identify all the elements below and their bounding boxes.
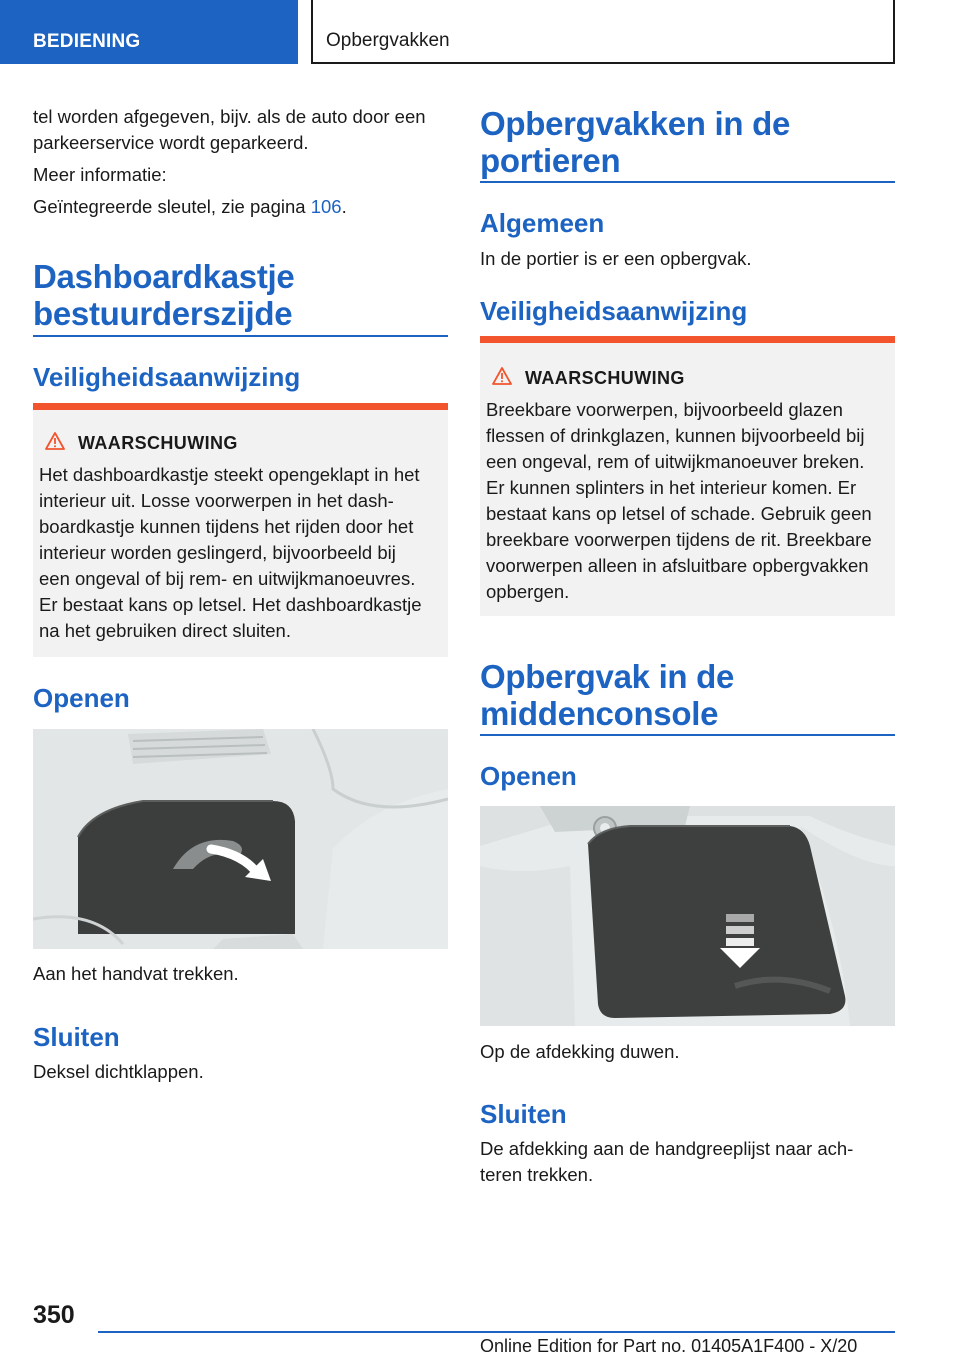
heading-rule [33,335,448,337]
text-line: interieur worden geslingerd, bijvoorbeeld bij [39,542,396,563]
heading-line: bestuurderszijde [33,295,293,332]
chapter-tab [311,0,895,64]
text-line: interieur uit. Losse voorwerpen in het dash- [39,490,394,511]
text-line: een ongeval of bij rem- en uitwijkmanoeuvres. [39,568,416,589]
warning-text [486,397,886,605]
text-line: Er kunnen splinters in het interieur komen. Er [486,477,857,498]
footer-rule [98,1331,895,1333]
text-line: flessen of drinkglazen, kunnen bijvoorbeeld bij [486,425,865,446]
glovebox-illustration [33,729,448,949]
heading-line: Opbergvakken in de [480,105,791,142]
text-line: na het gebruiken direct sluiten. [39,620,291,641]
close-text [480,1136,895,1188]
edition-text: Online Edition for Part no. 01405A1F400 - X/20 [480,1336,858,1356]
text-line: teren trekken. [480,1164,594,1185]
page-link[interactable]: 106 [310,196,342,217]
console-illustration [480,806,895,1026]
warning-icon [45,432,65,450]
section-heading-center-console [480,658,734,732]
general-text: In de portier is er een opbergvak. [480,248,752,269]
section-tab [0,0,298,64]
warning-title: WAARSCHUWING [78,433,238,453]
safety-heading: Veiligheidsaanwijzing [480,296,748,326]
heading-rule [480,734,895,736]
close-heading: Sluiten [33,1022,120,1052]
warning-title: WAARSCHUWING [525,368,685,388]
xref-end: . [341,196,347,217]
section-heading-dashboard [33,258,294,332]
console-drawing [480,806,895,1026]
warning-text [39,462,439,644]
text-line: parkeerservice wordt geparkeerd. [33,132,309,153]
text-line: Breekbare voorwerpen, bijvoorbeeld glazen [486,399,843,420]
more-info-label: Meer informatie: [33,164,167,185]
text-line: bestaat kans op letsel of schade. Gebruik geen [486,503,872,524]
chapter-label: Opbergvakken [326,30,450,51]
heading-rule [480,181,895,183]
warning-box [480,336,895,616]
intro-text [33,104,448,156]
text-line: voorwerpen alleen in afsluitbare opbergvakken [486,555,869,576]
warning-box [33,403,448,657]
section-label: BEDIENING [33,31,141,52]
close-text: Deksel dichtklappen. [33,1061,204,1082]
open-heading: Openen [480,761,577,791]
glovebox-drawing [33,729,448,949]
heading-line: Dashboardkastje [33,258,295,295]
warning-icon [492,367,512,385]
safety-heading: Veiligheidsaanwijzing [33,362,301,392]
text-line: tel worden afgegeven, bijv. als de auto door een [33,106,426,127]
text-line: een ongeval, rem of uitwijkmanoeuver breken. [486,451,865,472]
text-line: boardkastje kunnen tijdens het rijden door het [39,516,414,537]
heading-line: portieren [480,142,621,179]
xref-text: Geïntegreerde sleutel, zie pagina [33,196,311,217]
general-heading: Algemeen [480,208,605,238]
text-line: opbergen. [486,581,570,602]
cross-reference [33,194,448,220]
close-heading: Sluiten [480,1099,567,1129]
text-line: De afdekking aan de handgreeplijst naar ach- [480,1138,854,1159]
open-caption: Aan het handvat trekken. [33,963,239,984]
text-line: breekbare voorwerpen tijdens de rit. Breekbare [486,529,872,550]
open-caption: Op de afdekking duwen. [480,1041,680,1062]
text-line: Er bestaat kans op letsel. Het dashboardkastje [39,594,422,615]
heading-line: Opbergvak in de [480,658,735,695]
open-heading: Openen [33,683,130,713]
heading-line: middenconsole [480,695,719,732]
text-line: Het dashboardkastje steekt opengeklapt in het [39,464,420,485]
page-number: 350 [33,1301,75,1329]
section-heading-door-storage [480,105,790,179]
